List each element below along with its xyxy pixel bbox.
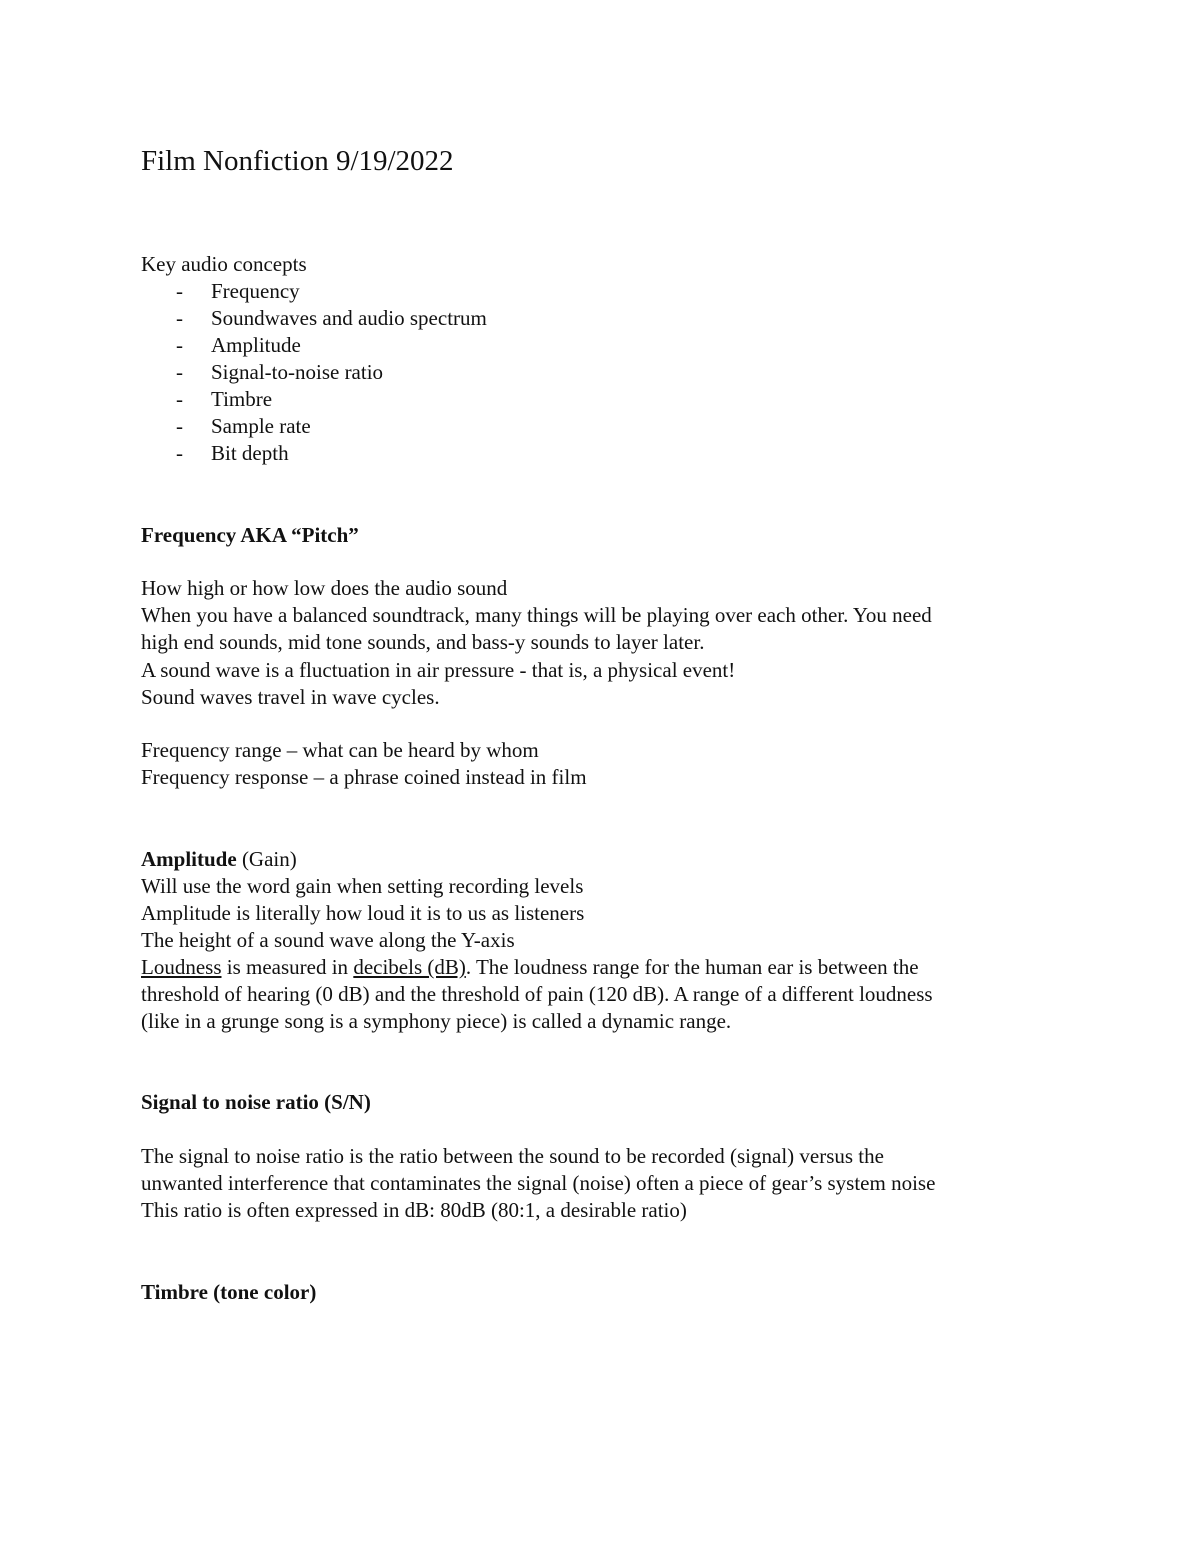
frequency-range-line: Frequency range – what can be heard by whom: [141, 738, 539, 762]
bullet-marker: -: [176, 306, 183, 330]
list-item: Bit depth: [211, 441, 289, 465]
snr-line: The signal to noise ratio is the ratio between the sound to be recorded (signal) versus the: [141, 1144, 884, 1168]
loudness-term: Loudness: [141, 955, 222, 979]
amplitude-line: threshold of hearing (0 dB) and the threshold of pain (120 dB). A range of a different loudness: [141, 982, 933, 1006]
amplitude-heading-suffix: (Gain): [236, 847, 297, 871]
snr-line: This ratio is often expressed in dB: 80dB (80:1, a desirable ratio): [141, 1198, 687, 1222]
bullet-marker: -: [176, 387, 183, 411]
list-item: Timbre: [211, 387, 273, 411]
bullet-marker: -: [176, 333, 183, 357]
loudness-rest-text: . The loudness range for the human ear is between the: [465, 955, 919, 979]
list-item: Soundwaves and audio spectrum: [211, 306, 487, 330]
snr-line: unwanted interference that contaminates the signal (noise) often a piece of gear’s system noise: [141, 1171, 936, 1195]
list-item: Sample rate: [211, 414, 311, 438]
amplitude-heading-line: [141, 846, 297, 873]
snr-heading: Signal to noise ratio (S/N): [141, 1090, 371, 1114]
amplitude-line: Will use the word gain when setting recording levels: [141, 874, 584, 898]
bullet-marker: -: [176, 414, 183, 438]
frequency-heading: Frequency AKA “Pitch”: [141, 523, 359, 547]
list-item: Amplitude: [211, 333, 301, 357]
frequency-line: A sound wave is a fluctuation in air pressure - that is, a physical event!: [141, 658, 736, 682]
concepts-intro: Key audio concepts: [141, 252, 307, 276]
loudness-mid-text: is measured in: [221, 955, 354, 979]
frequency-response-line: Frequency response – a phrase coined instead in film: [141, 765, 587, 789]
list-item: Frequency: [211, 279, 300, 303]
frequency-line: high end sounds, mid tone sounds, and bass-y sounds to layer later.: [141, 630, 705, 654]
loudness-line: [141, 954, 919, 981]
document-title: Film Nonfiction 9/19/2022: [141, 145, 454, 177]
bullet-marker: -: [176, 441, 183, 465]
bullet-marker: -: [176, 279, 183, 303]
timbre-heading: Timbre (tone color): [141, 1280, 317, 1304]
frequency-line: When you have a balanced soundtrack, many things will be playing over each other. You need: [141, 603, 932, 627]
amplitude-line: Amplitude is literally how loud it is to us as listeners: [141, 901, 585, 925]
amplitude-line: (like in a grunge song is a symphony piece) is called a dynamic range.: [141, 1009, 732, 1033]
amplitude-heading: Amplitude: [141, 847, 237, 871]
frequency-line: Sound waves travel in wave cycles.: [141, 685, 440, 709]
decibels-term: decibels (dB): [353, 955, 466, 979]
frequency-line: How high or how low does the audio sound: [141, 576, 508, 600]
bullet-marker: -: [176, 360, 183, 384]
amplitude-line: The height of a sound wave along the Y-axis: [141, 928, 515, 952]
list-item: Signal-to-noise ratio: [211, 360, 384, 384]
